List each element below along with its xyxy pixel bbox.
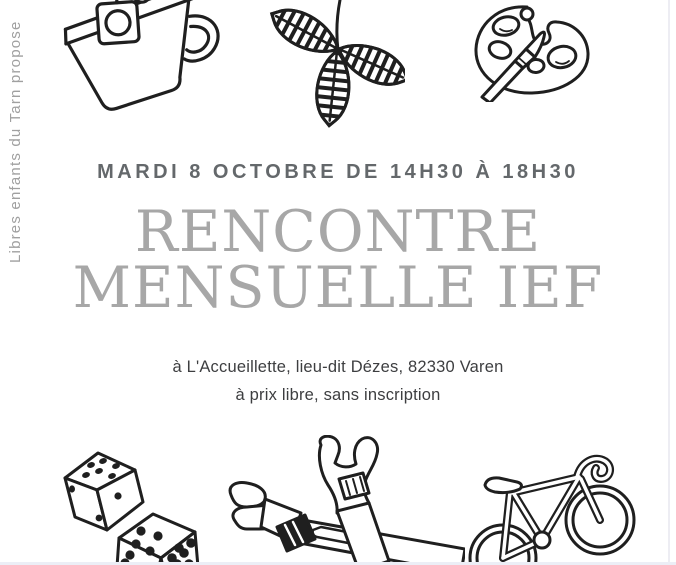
event-location-line: à L'Accueillette, lieu-dit Dézes, 82330 Varen <box>172 358 504 376</box>
paint-palette-icon <box>470 2 600 102</box>
teacup-icon <box>56 0 221 112</box>
wrenches-icon <box>225 435 465 565</box>
event-date-line: MARDI 8 OCTOBRE DE 14H30 À 18H30 <box>97 161 579 183</box>
bicycle-icon <box>458 448 668 565</box>
dice-icon <box>55 448 205 565</box>
right-edge-line <box>668 0 670 565</box>
event-details <box>0 353 676 409</box>
event-title-line1: RENCONTRE <box>134 199 542 265</box>
event-price-line: à prix libre, sans inscription <box>235 386 441 404</box>
walnut-leaves-icon <box>260 0 405 132</box>
side-credit-text: Libres enfants du Tarn propose <box>7 20 24 263</box>
event-title <box>0 199 676 321</box>
event-title-line2: MENSUELLE IEF <box>72 255 604 321</box>
